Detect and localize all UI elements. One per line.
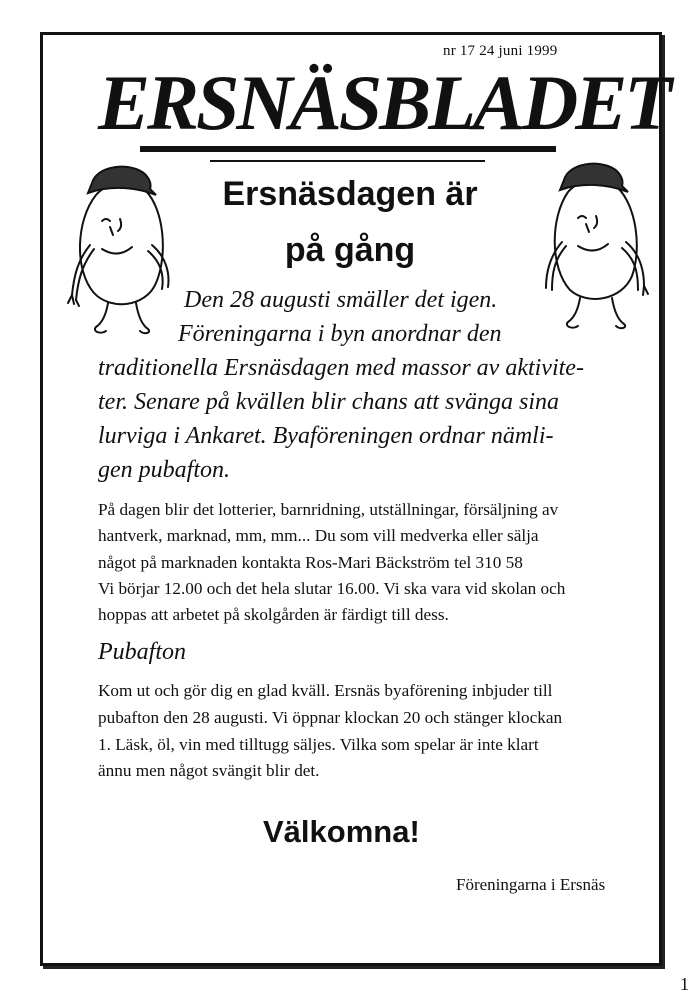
- masthead-rule-thin: [210, 160, 485, 162]
- lead-line: gen pubafton.: [98, 457, 230, 483]
- body-line: hantverk, marknad, mm, mm... Du som vill medverka eller sälja: [98, 526, 539, 546]
- masthead-rule-thick: [140, 146, 556, 152]
- body-paragraph-pub: [98, 678, 628, 785]
- masthead-title: ERSNÄSBLADET: [98, 59, 669, 146]
- headline: [190, 166, 510, 278]
- lead-line: lurviga i Ankaret. Byaföreningen ordnar nämli-: [98, 423, 554, 449]
- page-number: 1: [680, 974, 689, 994]
- signature: Föreningarna i Ersnäs: [456, 875, 606, 894]
- body-line: På dagen blir det lotterier, barnridning, utställningar, försäljning av: [98, 500, 559, 519]
- body-paragraph-day: [98, 497, 628, 628]
- lead-line: ter. Senare på kvällen blir chans att svänga sina: [98, 389, 560, 415]
- body-line: 1. Läsk, öl, vin med tilltugg säljes. Vilka som spelar är inte klart: [98, 734, 539, 754]
- body-line: Kom ut och gör dig en glad kväll. Ersnäs byaförening inbjuder till: [98, 681, 553, 700]
- headline-line: på gång: [284, 231, 416, 269]
- body-line: hoppas att arbetet på skolgården är färdigt till dess.: [98, 605, 449, 625]
- body-line: ännu men något svängit blir det.: [98, 761, 320, 781]
- headline-line: Ersnäsdagen är: [222, 175, 478, 213]
- welcome-heading: Välkomna!: [263, 814, 420, 849]
- lead-paragraph: [98, 283, 618, 487]
- body-line: Vi börjar 12.00 och det hela slutar 16.00. Vi ska vara vid skolan och: [98, 578, 566, 598]
- subheading-pubafton: Pubafton: [98, 639, 186, 665]
- lead-line: Den 28 augusti smäller det igen.: [184, 287, 498, 313]
- lead-line: Föreningarna i byn anordnar den: [178, 321, 502, 347]
- issue-info: nr 17 24 juni 1999: [443, 43, 558, 59]
- body-line: pubafton den 28 augusti. Vi öppnar klockan 20 och stänger klockan: [98, 707, 563, 727]
- lead-line: traditionella Ersnäsdagen med massor av aktivite-: [98, 355, 584, 381]
- body-line: något på marknaden kontakta Ros-Mari Bäckström tel 310 58: [98, 552, 523, 572]
